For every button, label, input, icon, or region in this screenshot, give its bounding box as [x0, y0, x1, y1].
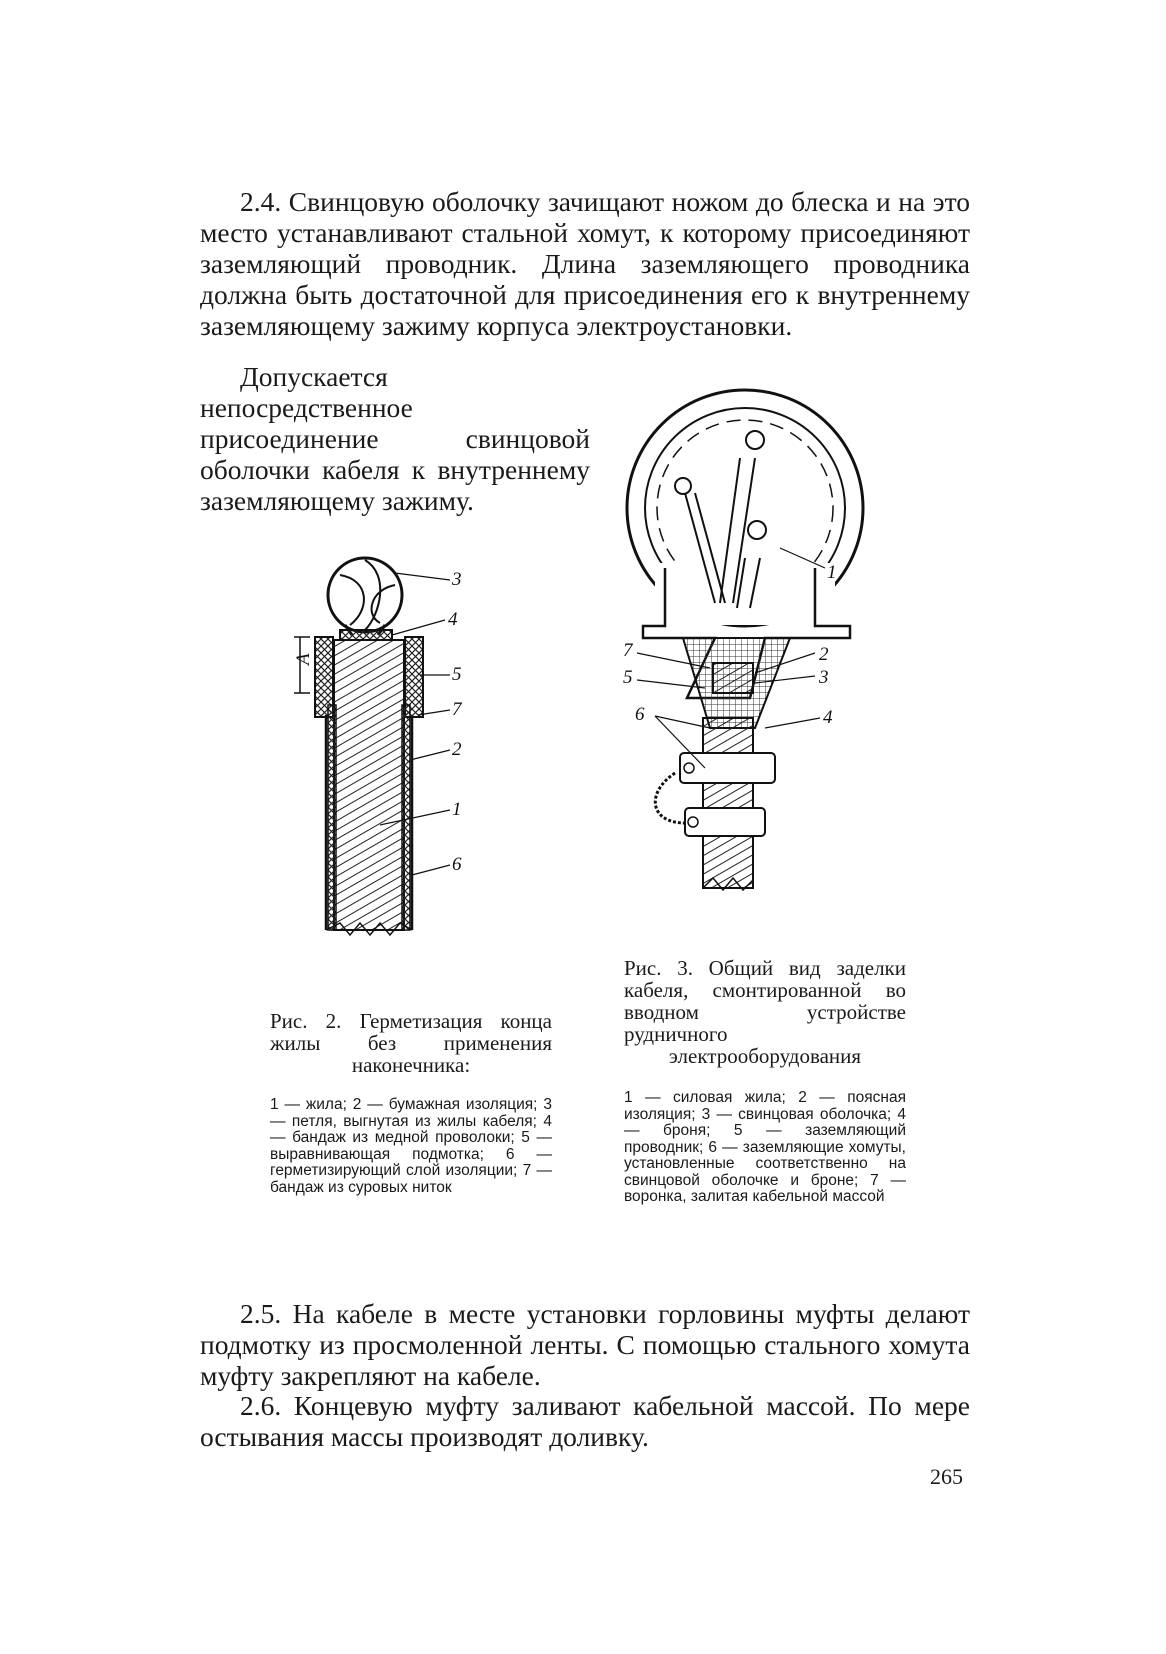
- page-number: 265: [930, 1464, 963, 1489]
- fig2-label-3: 3: [452, 569, 462, 590]
- fig2-label-5: 5: [452, 664, 462, 685]
- fig2-label-7: 7: [452, 699, 462, 720]
- figure-2-legend: 1 — жила; 2 — бумажная изоляция; 3 — петля, выгнутая из жилы кабеля; 4 — бандаж из медной проволоки; 5 — выравнивающая подмотка; 6 — герметизирующий слой изоляции; 7 — бандаж из суровых ниток: [270, 1096, 552, 1196]
- paragraph-2-5: 2.5. На кабеле в месте установки горловины муфты делают подмотку из просмоленной ленты. С помощью стального хомута муфту закрепляют на кабеле.: [200, 1298, 970, 1391]
- figure-2-caption: Рис. 2. Герметизация конца жилы без применения наконечника:: [270, 1009, 552, 1077]
- figure-2-drawing: [293, 555, 520, 980]
- fig3-label-3: 3: [819, 667, 829, 688]
- copper-wire-bandage: [340, 630, 392, 640]
- figure-3-drawing: [615, 398, 915, 938]
- figure-3-caption: Рис. 3. Общий вид заделки кабеля, смонтированной во вводном устройстве рудничного электрооборудования: [624, 956, 906, 1068]
- fig3-label-5: 5: [623, 667, 633, 688]
- paragraph-2-6: 2.6. Концевую муфту заливают кабельной массой. По мере остывания массы производят доливку.: [200, 1390, 970, 1452]
- fig3-label-1: 1: [827, 562, 837, 583]
- fig3-label-7: 7: [623, 640, 633, 661]
- fig2-label-1: 1: [452, 799, 462, 820]
- fig3-label-2: 2: [819, 644, 829, 665]
- cable-lower: [655, 718, 775, 890]
- figure-3-legend: 1 — силовая жила; 2 — поясная изоляция; 3 — свинцовая оболочка; 4 — броня; 5 — заземляющий проводник; 6 — заземляющие хомуты, установленные соответственно на свинцовой оболочке и броне; 7 — воронка, залитая кабельной массой: [624, 1089, 906, 1205]
- fig2-label-4: 4: [448, 609, 458, 630]
- lead-sheath-block: [713, 663, 753, 693]
- fig3-label-6: 6: [635, 704, 645, 725]
- paragraph-2-4-continued: Допускается непосредственное присоединение свинцовой оболочки кабеля к внутреннему заземляющему зажиму.: [200, 361, 590, 516]
- cable-body: [315, 637, 423, 935]
- fig2-label-2: 2: [452, 739, 462, 760]
- paragraph-2-4: 2.4. Свинцовую оболочку зачищают ножом до блеска и на это место устанавливают стальной хомут, к которому присоединяют заземляющий проводник. Длина заземляющего проводника должна быть достаточной для присоединения его к внутреннему заземляющему зажиму корпуса электроустановки.: [200, 186, 970, 341]
- fig2-label-a: A: [293, 653, 314, 665]
- fig3-label-4: 4: [823, 707, 833, 728]
- fig2-label-6: 6: [452, 854, 462, 875]
- cable-loop: [328, 558, 402, 635]
